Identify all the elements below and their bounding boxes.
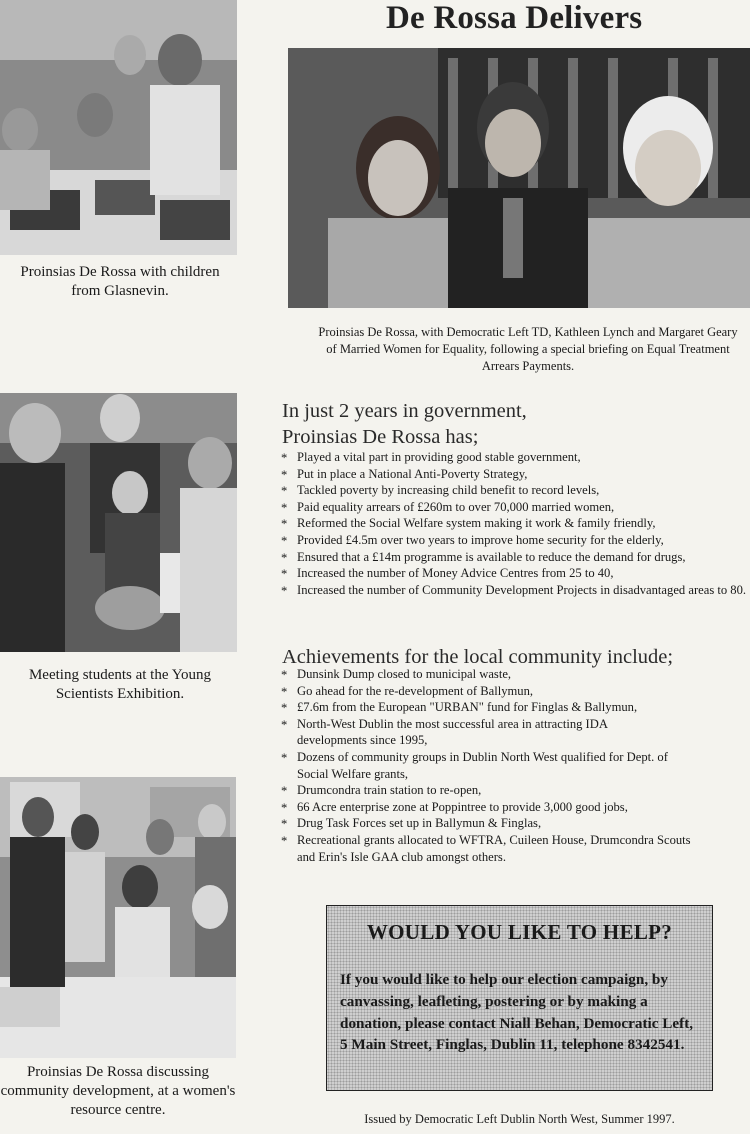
list-item: * £7.6m from the European "URBAN" fund for Finglas & Ballymun, xyxy=(281,699,711,716)
help-box xyxy=(326,905,713,1091)
list-item: * Increased the number of Community Development Projects in disadvantaged areas to 80. xyxy=(281,582,749,599)
community-heading: Achievements for the local community include; xyxy=(282,646,674,668)
list-item: * Tackled poverty by increasing child benefit to record levels, xyxy=(281,482,749,499)
list-item: * Go ahead for the re-development of Ballymun, xyxy=(281,683,711,700)
help-title: WOULD YOU LIKE TO HELP? xyxy=(366,920,673,944)
help-body: If you would like to help our election campaign, by canvassing, leafleting, postering or by making a donation, please contact Niall Behan, Democratic Left, 5 Main Street, Finglas, Dublin 11, telephone 8342541. xyxy=(340,971,694,1054)
list-item: * Reformed the Social Welfare system making it work & family friendly, xyxy=(281,515,749,532)
photo-womens-resource-centre xyxy=(0,777,236,1058)
page-title: De Rossa Delivers xyxy=(386,0,643,36)
government-heading-line2: Proinsias De Rossa has; xyxy=(282,426,479,448)
list-item: * 66 Acre enterprise zone at Poppintree to provide 3,000 good jobs, xyxy=(281,799,711,816)
caption-children-glasnevin: Proinsias De Rossa with children from Glasnevin. xyxy=(20,264,220,299)
photo-main-group xyxy=(288,48,750,308)
list-item: * Dunsink Dump closed to municipal waste, xyxy=(281,666,711,683)
government-achievements-list xyxy=(281,449,749,598)
footer-issued-by: Issued by Democratic Left Dublin North West, Summer 1997. xyxy=(364,1112,675,1126)
photo-young-scientists xyxy=(0,393,237,652)
list-item: * Drug Task Forces set up in Ballymun & Finglas, xyxy=(281,815,711,832)
government-heading-line1: In just 2 years in government, xyxy=(282,400,527,422)
community-achievements-list xyxy=(281,666,711,865)
photo-children-glasnevin xyxy=(0,0,237,255)
list-item: * Provided £4.5m over two years to improve home security for the elderly, xyxy=(281,532,749,549)
list-item: * Recreational grants allocated to WFTRA, Cuileen House, Drumcondra Scouts and Erin's Isle GAA club amongst others. xyxy=(281,832,711,865)
list-item: * Put in place a National Anti-Poverty Strategy, xyxy=(281,466,749,483)
list-item: * Dozens of community groups in Dublin North West qualified for Dept. of Social Welfare grants, xyxy=(281,749,677,782)
list-item: * Drumcondra train station to re-open, xyxy=(281,782,711,799)
list-item: * North-West Dublin the most successful area in attracting IDA developments since 1995, xyxy=(281,716,677,749)
list-item: * Paid equality arrears of £260m to over 70,000 married women, xyxy=(281,499,749,516)
list-item: * Played a vital part in providing good stable government, xyxy=(281,449,749,466)
caption-womens-resource-centre: Proinsias De Rossa discussing community development, at a women's resource centre. xyxy=(0,1064,236,1118)
caption-young-scientists: Meeting students at the Young Scientists Exhibition. xyxy=(28,667,212,702)
list-item: * Increased the number of Money Advice Centres from 25 to 40, xyxy=(281,565,749,582)
list-item: * Ensured that a £14m programme is available to reduce the demand for drugs, xyxy=(281,549,749,566)
caption-main-group: Proinsias De Rossa, with Democratic Left TD, Kathleen Lynch and Margaret Geary of Married Women for Equality, following a special briefing on Equal Treatment Arrears Payments. xyxy=(318,325,738,373)
